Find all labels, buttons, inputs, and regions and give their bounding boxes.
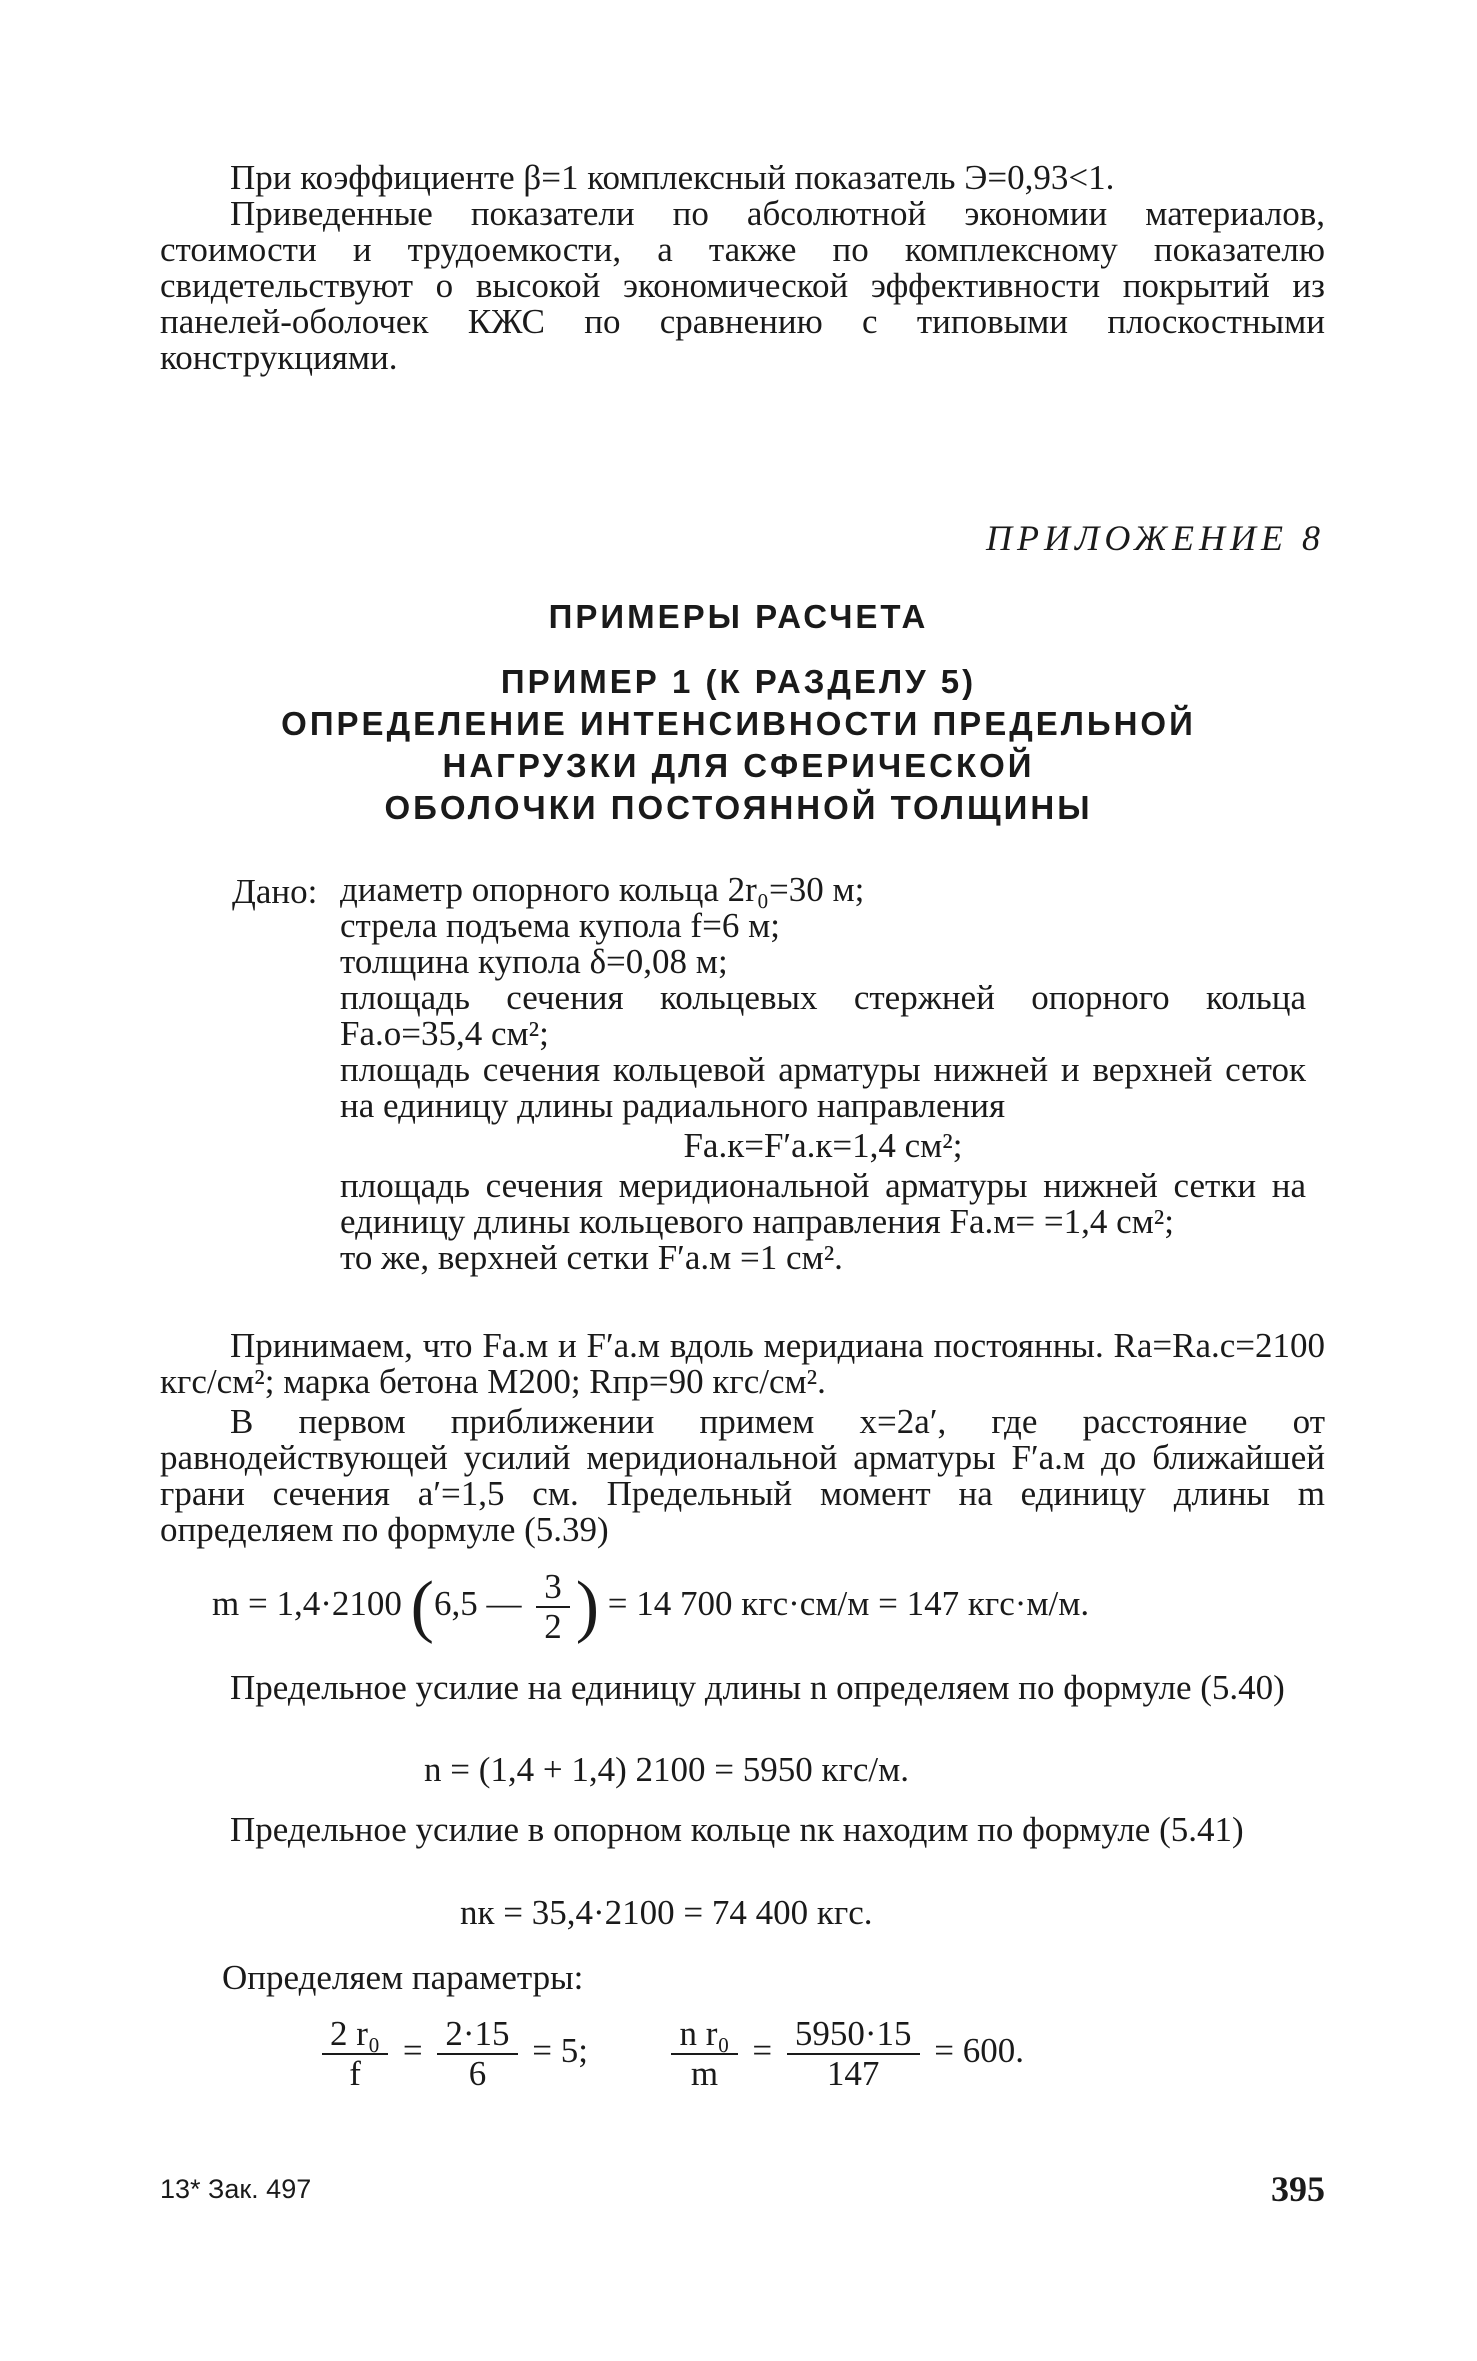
body-paragraph-4 [160,1812,1325,1848]
paragraph-text: Принимаем, что Fа.м и F′а.м вдоль меридиана постоянны. Rа=Rа.с=2100 кгс/см²; марка бетона М200; Rпр=90 кгс/см². [160,1326,1325,1401]
given-item-formula: Fа.к=F′а.к=1,4 см²; [683,1126,963,1165]
intro-paragraph [160,160,1325,376]
fraction-denominator: 6 [468,2054,487,2093]
fraction-numerator: 2 r₀ [322,2015,388,2055]
fraction-denominator: m [690,2054,719,2093]
formula-m-right: = 14 700 кгс·см/м = 147 кгс·м/м. [607,1584,1090,1624]
formula-nk: nк = 35,4·2100 = 74 400 кгс. [460,1893,873,1932]
paren-close: ) [575,1568,599,1645]
formula-m [212,1568,1089,1646]
fraction-denominator: 2 [544,1607,562,1646]
body-paragraph-5: Определяем параметры: [222,1958,584,1997]
heading-title-line-1: ОПРЕДЕЛЕНИЕ ИНТЕНСИВНОСТИ ПРЕДЕЛЬНОЙ [281,705,1196,742]
parameter-formulas [316,2015,1024,2093]
given-item: то же, верхней сетки F′а.м =1 см². [340,1238,843,1277]
fraction-denominator: 147 [826,2054,880,2093]
paragraph-text: В первом приближении примем x=2a′, где расстояние от равнодействующей усилий меридиональной арматуры F′а.м до ближайшей грани сечения a′=1,5 см. Предельный момент на единицу длины m определяем по формуле (5.39) [160,1402,1325,1549]
body-paragraph-3 [160,1670,1325,1706]
heading-title-line-2: НАГРУЗКИ ДЛЯ СФЕРИЧЕСКОЙ [442,747,1035,784]
equals-sign: = [402,2031,423,2071]
fraction-nr0-m [671,2015,737,2093]
intro-paragraph-2: Приведенные показатели по абсолютной экономии материалов, стоимости и трудоемкости, а также по комплексному показателю свидетельствуют о высокой экономической эффективности покрытий из панелей-оболочек КЖС по сравнению с типовыми плоскостными конструкциями. [160,194,1325,377]
given-item: толщина купола δ=0,08 м; [340,942,728,981]
page-number: 395 [1271,2169,1325,2209]
given-item: площадь сечения меридиональной арматуры нижней сетки на единицу длины кольцевого направления Fа.м= =1,4 см²; [340,1166,1306,1241]
fraction-2r0-f [322,2015,388,2093]
formula-m-left: m = 1,4·2100 [212,1584,402,1624]
fraction-numerator: 2·15 [437,2015,517,2055]
param-result-2: = 600. [934,2031,1024,2071]
fraction-3-2 [536,1568,570,1646]
given-item: диаметр опорного кольца 2r₀=30 м; [340,870,865,909]
fraction-2x15-6 [437,2015,517,2093]
heading-examples: ПРИМЕРЫ РАСЧЕТА [548,598,929,635]
param-result-1: = 5; [532,2031,588,2071]
fraction-numerator: 5950·15 [787,2015,920,2055]
fraction-numerator: n r₀ [671,2015,737,2055]
footer-print-mark: 13* Зак. 497 [160,2174,312,2204]
given-item: стрела подъема купола f=6 м; [340,906,780,945]
formula-n: n = (1,4 + 1,4) 2100 = 5950 кгс/м. [424,1750,910,1789]
equals-sign: = [752,2031,773,2071]
given-item: площадь сечения кольцевых стержней опорного кольца Fа.о=35,4 см²; [340,978,1306,1053]
given-label: Дано: [232,872,318,911]
paragraph-text: Предельное усилие в опорном кольце nк находим по формуле (5.41) [230,1810,1244,1849]
heading-example-1: ПРИМЕР 1 (К РАЗДЕЛУ 5) [500,663,977,700]
paragraph-text: Предельное усилие на единицу длины n определяем по формуле (5.40) [230,1668,1285,1707]
given-item: площадь сечения кольцевой арматуры нижней и верхней сеток на единицу длины радиального направления [340,1050,1306,1125]
fraction-denominator: f [349,2054,361,2093]
formula-m-inner: 6,5 — [433,1584,522,1624]
heading-title-line-3: ОБОЛОЧКИ ПОСТОЯННОЙ ТОЛЩИНЫ [384,789,1093,826]
appendix-label: ПРИЛОЖЕНИЕ 8 [986,518,1325,558]
fraction-5950x15-147 [787,2015,920,2093]
body-paragraph-1 [160,1328,1325,1400]
fraction-numerator: 3 [536,1568,570,1608]
body-paragraph-2 [160,1404,1325,1548]
given-list [340,872,1306,1276]
intro-line-1: При коэффициенте β=1 комплексный показатель Э=0,93<1. [230,158,1115,197]
paren-open: ( [410,1568,434,1645]
